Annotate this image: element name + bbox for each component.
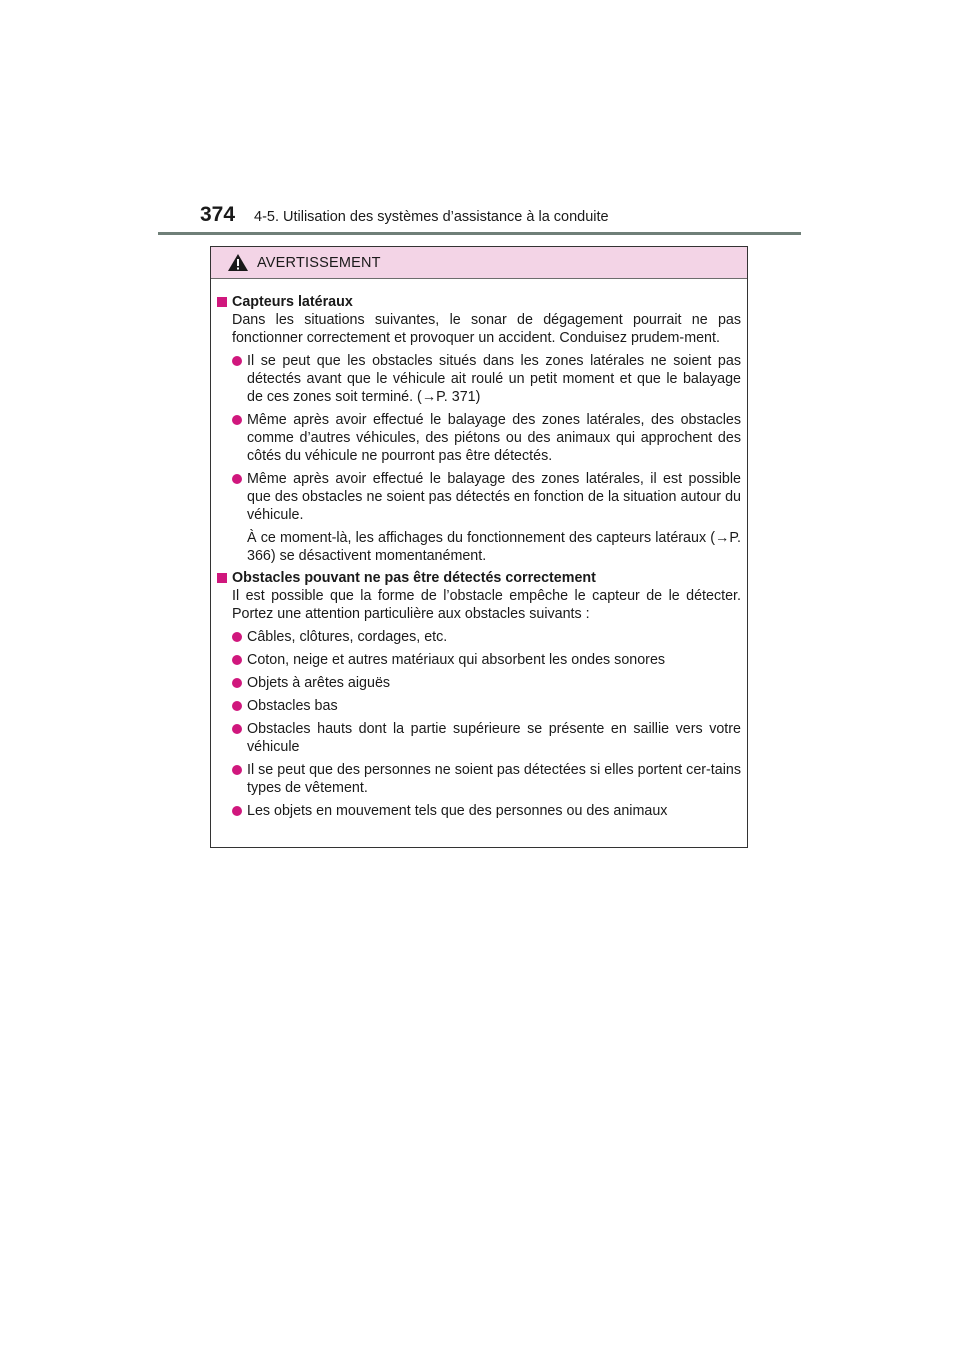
list-item — [232, 761, 741, 797]
section-heading-text: Capteurs latéraux — [232, 294, 353, 310]
warning-triangle-icon — [227, 253, 249, 272]
page-number: 374 — [200, 203, 236, 226]
circle-bullet-icon — [232, 806, 242, 816]
list-item-text: Coton, neige et autres matériaux qui absorbent les ondes sonores — [247, 652, 666, 668]
list-item — [232, 628, 741, 646]
bullet-note: À ce moment-là, les affichages du fonctionnement des capteurs latéraux (→P. 366) se désactivent momentanément. — [247, 530, 741, 564]
warning-title: AVERTISSEMENT — [257, 254, 381, 271]
section-title: 4-5. Utilisation des systèmes d’assistance à la conduite — [254, 209, 609, 225]
circle-bullet-icon — [232, 701, 242, 711]
warning-box — [210, 246, 748, 848]
list-item — [232, 697, 741, 715]
section-intro: Dans les situations suivantes, le sonar de dégagement pourrait ne pas fonctionner correctement et provoquer un accident. Conduisez prudem-ment. — [232, 312, 741, 346]
list-item-text: Câbles, clôtures, cordages, etc. — [247, 629, 448, 645]
section-heading-text: Obstacles pouvant ne pas être détectés correctement — [232, 570, 596, 586]
header-rule — [158, 232, 801, 235]
list-item — [232, 720, 741, 756]
circle-bullet-icon — [232, 765, 242, 775]
list-item — [232, 411, 741, 465]
list-item-text: Même après avoir effectué le balayage des zones latérales, des obstacles comme d’autres véhicules, des piétons ou des animaux qui approchent des côtés du véhicule ne pourront pas être détectés. — [247, 412, 741, 464]
circle-bullet-icon — [232, 356, 242, 366]
square-bullet-icon — [217, 573, 227, 583]
circle-bullet-icon — [232, 655, 242, 665]
circle-bullet-icon — [232, 632, 242, 642]
list-item-text: Il se peut que des personnes ne soient pas détectées si elles portent cer-tains types de vêtement. — [247, 762, 741, 796]
warning-body — [211, 279, 747, 820]
circle-bullet-icon — [232, 724, 242, 734]
list-item-text: Obstacles hauts dont la partie supérieure se présente en saillie vers votre véhicule — [247, 721, 741, 755]
section-heading-capteurs — [217, 293, 741, 311]
list-item-text: Les objets en mouvement tels que des personnes ou des animaux — [247, 803, 668, 819]
list-item — [232, 352, 741, 406]
section-intro: Il est possible que la forme de l’obstacle empêche le capteur de le détecter. Portez une attention particulière aux obstacles suivants : — [232, 588, 741, 622]
circle-bullet-icon — [232, 415, 242, 425]
list-item — [232, 802, 741, 820]
circle-bullet-icon — [232, 678, 242, 688]
section-heading-obstacles — [217, 569, 741, 587]
list-item — [232, 674, 741, 692]
list-item — [232, 470, 741, 524]
list-item — [232, 651, 741, 669]
circle-bullet-icon — [232, 474, 242, 484]
warning-header — [211, 247, 747, 279]
list-item-text: Même après avoir effectué le balayage des zones latérales, il est possible que des obstacles ne soient pas détectés en fonction de la situation autour du véhicule. — [247, 471, 741, 523]
list-item-text: Il se peut que les obstacles situés dans les zones latérales ne soient pas détectés avant que le véhicule ait roulé un petit moment et que le balayage de ces zones soit terminé. (→P. 371) — [247, 353, 741, 405]
square-bullet-icon — [217, 297, 227, 307]
list-item-text: Objets à arêtes aiguës — [247, 675, 391, 691]
list-item-text: Obstacles bas — [247, 698, 338, 714]
